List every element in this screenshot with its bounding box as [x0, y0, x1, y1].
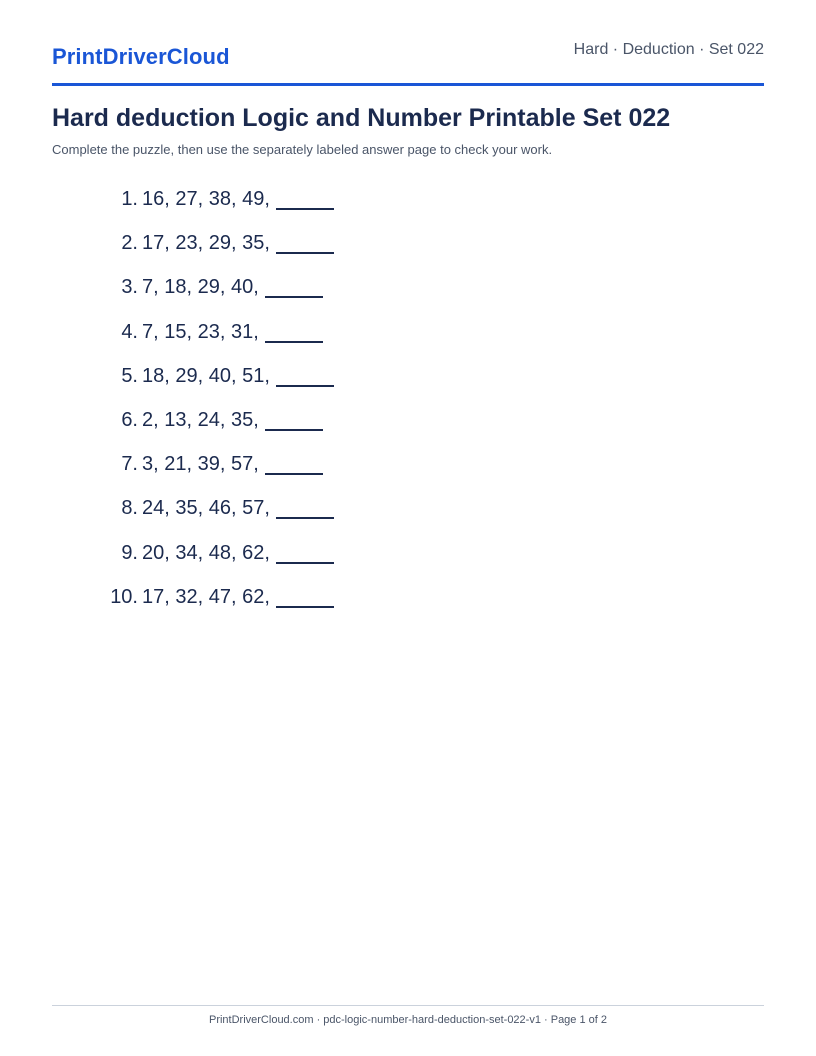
puzzle-number: 4. — [121, 320, 138, 343]
puzzle-sequence-line — [142, 188, 334, 211]
page-footer: PrintDriverCloud.com · pdc-logic-number-hard-deduction-set-022-v1 · Page 1 of 2 — [208, 1014, 607, 1026]
puzzle-item — [52, 186, 764, 230]
puzzle-sequence: 20, 34, 48, 62, — [142, 541, 270, 564]
puzzle-item — [52, 540, 764, 584]
puzzle-item — [52, 451, 764, 495]
puzzle-number: 3. — [121, 276, 138, 299]
worksheet-page — [52, 0, 764, 1056]
puzzle-sequence: 18, 29, 40, 51, — [142, 364, 270, 387]
answer-blank — [276, 586, 334, 608]
puzzle-item — [52, 230, 764, 274]
puzzle-item — [52, 319, 764, 363]
footer-divider — [52, 1005, 764, 1006]
puzzle-sequence-line — [142, 232, 334, 255]
puzzle-sequence: 17, 32, 47, 62, — [142, 585, 270, 608]
answer-blank — [265, 409, 323, 431]
puzzle-number: 10. — [110, 585, 138, 608]
puzzle-number: 7. — [121, 453, 138, 476]
page-header — [52, 0, 764, 86]
answer-blank — [276, 365, 334, 387]
puzzle-sequence-line — [142, 453, 323, 476]
page-subtitle: Complete the puzzle, then use the separately labeled answer page to check your work. — [52, 142, 553, 157]
puzzle-list — [52, 186, 764, 628]
answer-blank — [276, 497, 334, 519]
puzzle-item — [52, 495, 764, 539]
puzzle-sequence-line — [142, 542, 334, 565]
puzzle-sequence-line — [142, 276, 323, 299]
puzzle-sequence-line — [142, 321, 323, 344]
answer-blank — [265, 276, 323, 298]
puzzle-item — [52, 584, 764, 628]
puzzle-sequence-line — [142, 586, 334, 609]
puzzle-sequence: 16, 27, 38, 49, — [142, 188, 270, 210]
puzzle-item — [52, 407, 764, 451]
puzzle-item — [52, 274, 764, 318]
answer-blank — [276, 542, 334, 564]
breadcrumb: Hard · Deduction · Set 022 — [573, 41, 764, 58]
puzzle-sequence: 24, 35, 46, 57, — [142, 497, 270, 520]
puzzle-number: 9. — [121, 541, 138, 564]
puzzle-item — [52, 363, 764, 407]
answer-blank — [276, 188, 334, 210]
page-title: Hard deduction Logic and Number Printable Set 022 — [52, 104, 671, 132]
puzzle-number: 1. — [121, 188, 138, 210]
puzzle-sequence: 7, 15, 23, 31, — [142, 320, 259, 343]
answer-blank — [265, 453, 323, 475]
puzzle-sequence-line — [142, 365, 334, 388]
puzzle-sequence-line — [142, 409, 323, 432]
answer-blank — [265, 321, 323, 343]
puzzle-number: 8. — [121, 497, 138, 520]
answer-blank — [276, 232, 334, 254]
puzzle-sequence: 7, 18, 29, 40, — [142, 276, 259, 299]
puzzle-sequence: 3, 21, 39, 57, — [142, 453, 259, 476]
puzzle-number: 5. — [121, 364, 138, 387]
brand-logo: PrintDriverCloud — [52, 44, 230, 69]
puzzle-number: 2. — [121, 232, 138, 255]
puzzle-sequence: 2, 13, 24, 35, — [142, 408, 259, 431]
puzzle-sequence: 17, 23, 29, 35, — [142, 232, 270, 255]
puzzle-number: 6. — [121, 408, 138, 431]
puzzle-sequence-line — [142, 497, 334, 520]
